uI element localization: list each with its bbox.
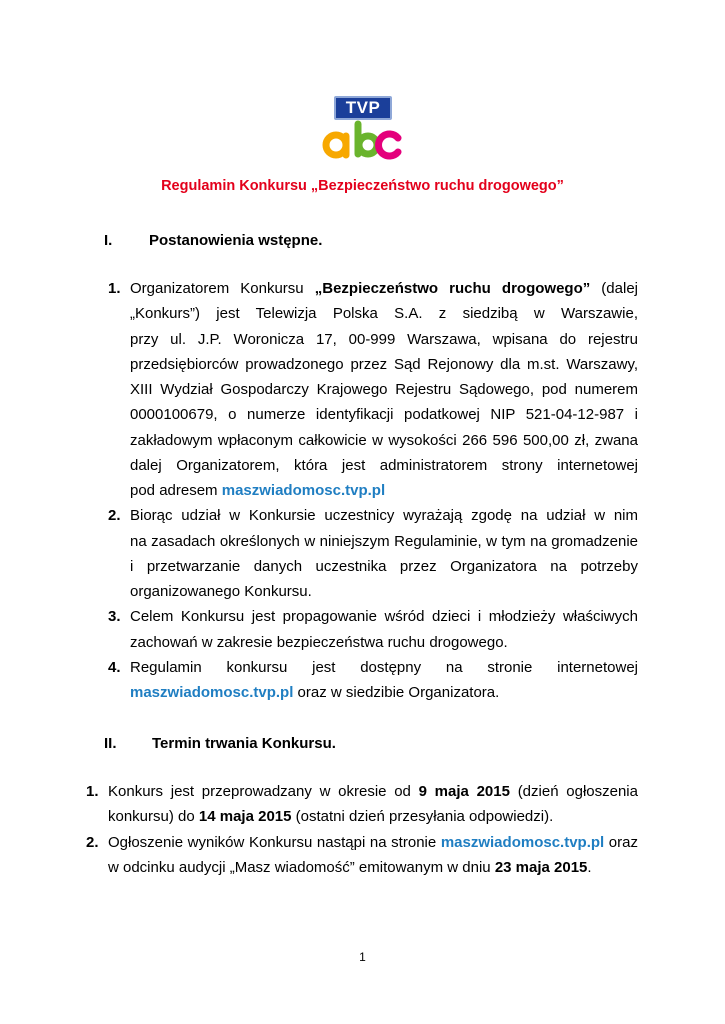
section1-item-1-line: pod adresem maszwiadomosc.tvp.pl — [130, 482, 386, 499]
svg-text:abc: abc — [363, 156, 365, 157]
website-link[interactable]: maszwiadomosc.tvp.pl — [221, 482, 386, 499]
section1-item-1-line: „Konkurs”) jest Telewizja Polska S.A. z siedzibą w Warszawie, — [130, 305, 638, 322]
bold-text: 14 maja 2015 — [198, 808, 292, 825]
section2-item-1-line: konkursu) do 14 maja 2015 (ostatni dzień przesyłania odpowiedzi). — [108, 808, 554, 825]
section1-item-1-line: przedsiębiorców prowadzonego przez Sąd Rejonowy dla m.st. Warszawy, — [130, 356, 638, 373]
section1-item-4-line: maszwiadomosc.tvp.pl oraz w siedzibie Organizatora. — [130, 684, 500, 701]
section1-item-1-number: 1. — [108, 280, 121, 297]
document-title: Regulamin Konkursu „Bezpieczeństwo ruchu drogowego” — [161, 178, 564, 194]
section-2-title: Termin trwania Konkursu. — [152, 735, 336, 752]
section1-item-3-line: Celem Konkursu jest propagowanie wśród dzieci i młodzieży właściwych — [130, 608, 638, 625]
section1-item-4-line: Regulamin konkursu jest dostępny na stronie internetowej — [130, 659, 638, 676]
tvp-abc-logo — [322, 96, 404, 160]
bold-text: 9 maja 2015 — [418, 783, 510, 800]
section1-item-1-line: 0000100679, o numerze identyfikacji podatkowej NIP 521-04-12-987 i — [130, 406, 638, 423]
bold-text: 23 maja 2015 — [494, 859, 588, 876]
section2-item-2-line: w odcinku audycji „Masz wiadomość” emitowanym w dniu 23 maja 2015. — [108, 859, 592, 876]
website-link[interactable]: maszwiadomosc.tvp.pl — [130, 684, 294, 701]
section2-item-2-number: 2. — [86, 834, 99, 851]
section2-item-2-line: Ogłoszenie wyników Konkursu nastąpi na stronie maszwiadomosc.tvp.pl oraz — [108, 834, 638, 851]
section1-item-1-line: zakładowym wpłaconym całkowicie w wysokości 266 596 500,00 zł, zwana — [130, 432, 638, 449]
section1-item-3-number: 3. — [108, 608, 121, 625]
page-number: 1 — [359, 950, 366, 964]
section-1-number: I. — [104, 232, 113, 249]
section2-item-1-number: 1. — [86, 783, 99, 800]
section1-item-2-number: 2. — [108, 507, 121, 524]
bold-text: „Bezpieczeństwo ruchu drogowego” — [314, 280, 591, 297]
section1-item-1-line: Organizatorem Konkursu „Bezpieczeństwo ruchu drogowego” (dalej — [130, 280, 638, 297]
section1-item-4-number: 4. — [108, 659, 121, 676]
section1-item-2-line: Biorąc udział w Konkursie uczestnicy wyrażają zgodę na udział w nim — [130, 507, 638, 524]
website-link[interactable]: maszwiadomosc.tvp.pl — [440, 834, 605, 851]
section1-item-3-line: zachowań w zakresie bezpieczeństwa ruchu drogowego. — [130, 634, 508, 651]
section1-item-1-line: przy ul. J.P. Woronicza 17, 00-999 Warszawa, wpisana do rejestru — [130, 331, 638, 348]
section1-item-2-line: i przetwarzanie danych uczestnika przez Organizatora na potrzeby — [130, 558, 638, 575]
section1-item-1-line: dalej Organizatorem, która jest administratorem strony internetowej — [130, 457, 638, 474]
section2-item-1-line: Konkurs jest przeprowadzany w okresie od 9 maja 2015 (dzień ogłoszenia — [108, 783, 638, 800]
section-2-number: II. — [104, 735, 117, 752]
section-1-title: Postanowienia wstępne. — [149, 232, 323, 249]
section1-item-1-line: XIII Wydział Gospodarczy Krajowego Rejestru Sądowego, pod numerem — [130, 381, 638, 398]
abc-logo-icon — [322, 118, 404, 160]
tvp-logo-badge: TVP — [334, 96, 392, 120]
section1-item-2-line: organizowanego Konkursu. — [130, 583, 312, 600]
section1-item-2-line: na zasadach określonych w niniejszym Regulaminie, w tym na gromadzenie — [130, 533, 638, 550]
